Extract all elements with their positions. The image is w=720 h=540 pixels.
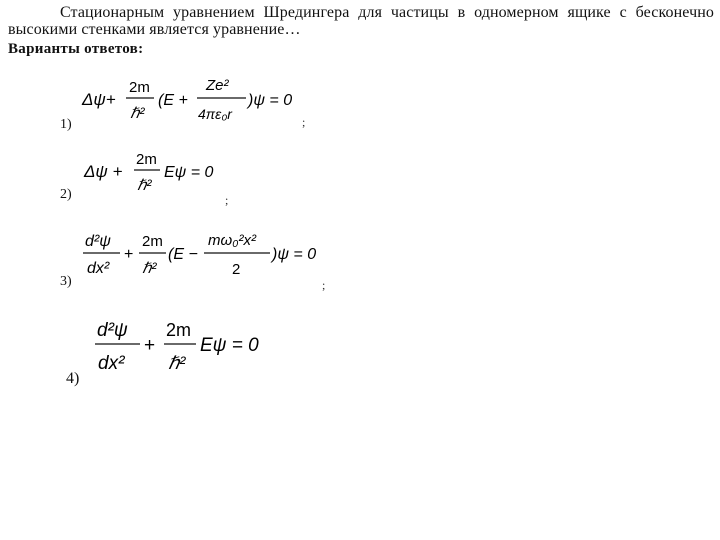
option-2-formula bbox=[82, 150, 232, 203]
opt2-two-m: 2m bbox=[136, 151, 157, 168]
opt3-numerator: mω₀²x² bbox=[208, 232, 256, 249]
option-3-number: 3) bbox=[60, 274, 72, 289]
opt3-hbar-sq: ℏ² bbox=[142, 260, 157, 277]
opt1-open-e-plus: (E + bbox=[158, 92, 188, 109]
opt1-hbar-sq: ℏ² bbox=[130, 105, 145, 122]
option-3-formula bbox=[82, 228, 327, 289]
opt1-denominator: 4πε₀r bbox=[198, 106, 232, 122]
opt1-close-eq: )ψ = 0 bbox=[248, 92, 293, 109]
opt4-tail: Eψ = 0 bbox=[200, 335, 259, 356]
option-1-number: 1) bbox=[60, 117, 72, 132]
opt1-two-m: 2m bbox=[129, 79, 150, 96]
opt4-dx2: dx² bbox=[98, 353, 125, 374]
opt4-hbar-sq: ℏ² bbox=[168, 353, 186, 373]
opt4-plus: + bbox=[144, 335, 156, 356]
opt3-two: 2 bbox=[232, 261, 241, 278]
opt3-dx2: dx² bbox=[87, 260, 110, 277]
question-text: Стационарным уравнением Шредингера для частицы в одномерном ящике с бесконечно высокими стенками является уравнение… bbox=[8, 4, 714, 38]
opt4-d2psi: d²ψ bbox=[97, 320, 128, 341]
opt2-hbar-sq: ℏ² bbox=[137, 177, 152, 194]
opt4-two-m: 2m bbox=[166, 320, 192, 340]
option-4-number: 4) bbox=[66, 370, 80, 387]
opt1-delta-psi: Δψ+ bbox=[82, 90, 116, 109]
opt3-close-eq: )ψ = 0 bbox=[272, 246, 317, 263]
option-3-separator: ; bbox=[322, 278, 326, 292]
option-1-formula bbox=[80, 76, 310, 133]
opt3-d2psi: d²ψ bbox=[85, 233, 111, 250]
option-4-formula bbox=[94, 314, 284, 385]
opt2-tail: Eψ = 0 bbox=[164, 164, 214, 181]
option-1-separator: ; bbox=[302, 115, 306, 129]
opt3-two-m: 2m bbox=[142, 233, 163, 250]
option-2-separator: ; bbox=[225, 193, 229, 207]
opt1-ze-sq: Ze² bbox=[206, 77, 229, 94]
opt3-open-e-minus: (E − bbox=[168, 246, 198, 263]
opt2-delta-psi: Δψ + bbox=[84, 162, 123, 181]
option-2-number: 2) bbox=[60, 187, 72, 202]
answers-heading: Варианты ответов: bbox=[8, 41, 144, 57]
opt3-plus: + bbox=[124, 246, 134, 263]
